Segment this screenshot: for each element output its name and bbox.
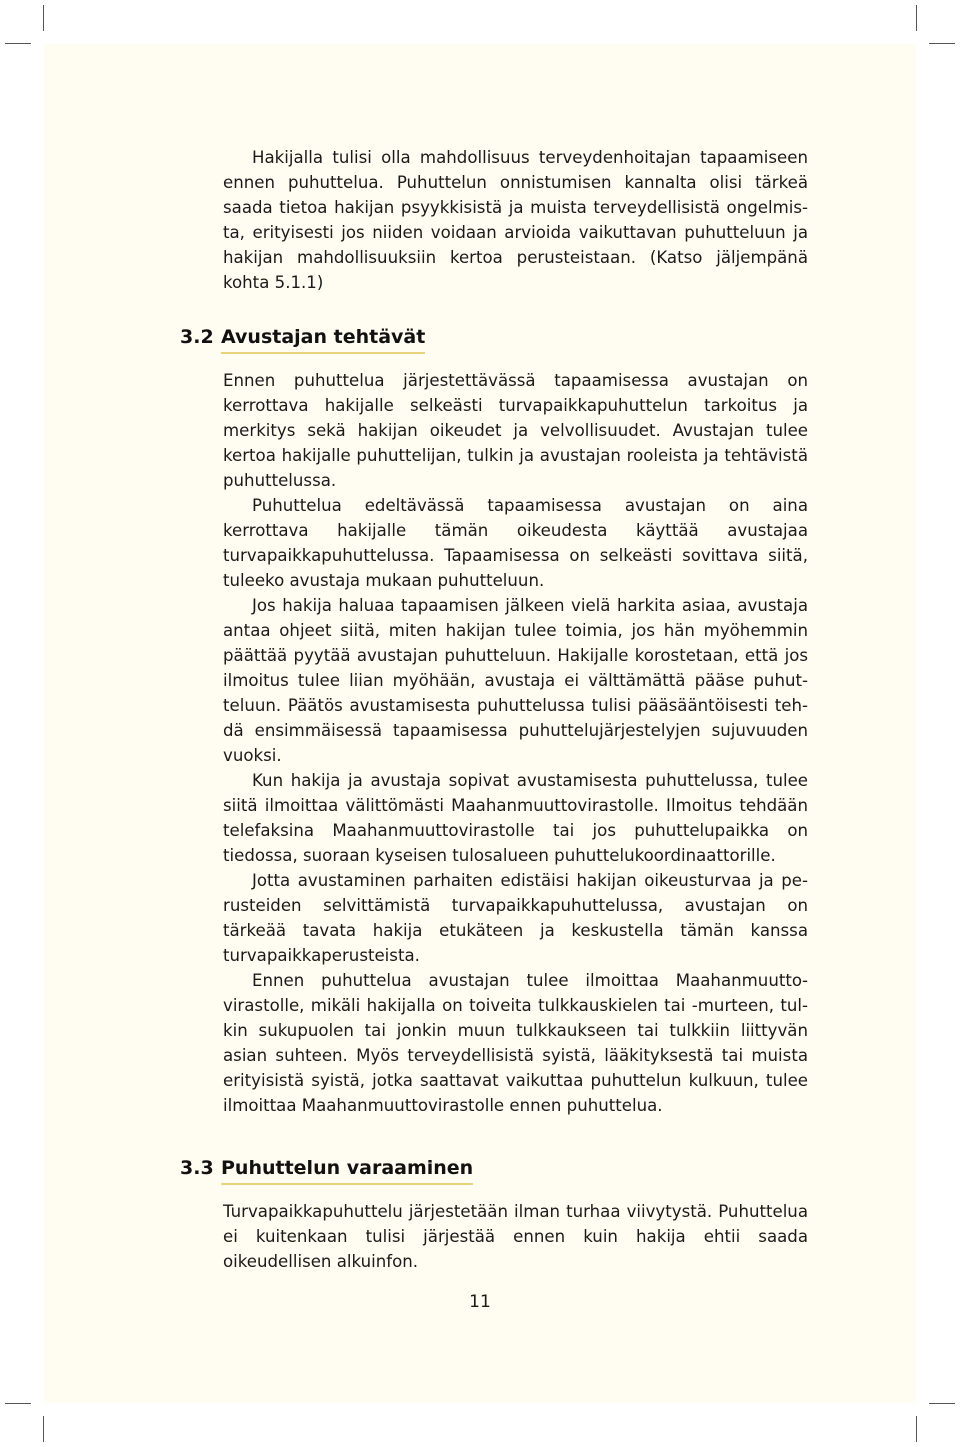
body-paragraph: Turvapaikkapuhuttelu järjestetään ilman turhaa viivytystä. Puhuttelua ei kuitenkaan tulisi järjestää ennen kuin hakija ehtii saada oikeudellisen alkuinfon. [223,1202,808,1271]
crop-mark-top-left-vertical [43,5,44,31]
section-title: Avustajan tehtävät [221,324,425,354]
section-number: 3.2 [180,326,214,348]
section-heading-3-2 [180,324,808,354]
body-paragraph: Kun hakija ja avustaja sopivat avustamisesta puhuttelussa, tulee siitä ilmoittaa välittömästi Maahanmuuttovirastolle. Ilmoitus tehdään telefaksina Maahanmuuttovirastolle tai jos puhuttelupaikka on tiedossa, suoraan kyseisen tulosalueen puhuttelukoordinaattorille. [223,771,808,865]
section-number: 3.3 [180,1157,214,1179]
crop-mark-bottom-right-horizontal [929,1403,955,1404]
crop-mark-top-right-horizontal [929,43,955,44]
section-title: Puhuttelun varaaminen [221,1155,473,1185]
intro-paragraph: Hakijalla tulisi olla mahdollisuus terveydenhoitajan tapaamiseen ennen puhuttelua. Puhuttelun onnistumisen kannalta olisi tärkeä saada tietoa hakijan psyykkisistä ja muista terveydellisistä ongelmista, erityisesti jos niiden voidaan arvioida vaikuttavan puhutteluun ja hakijan mahdollisuuksiin kertoa perusteistaan. (Katso jäljempänä kohta 5.1.1) [223,148,808,292]
page-number: 11 [469,1292,491,1312]
crop-mark-bottom-left-vertical [43,1416,44,1442]
section-heading-3-3 [180,1155,808,1185]
document-body [180,145,808,1274]
body-paragraph: Ennen puhuttelua avustajan tulee ilmoittaa Maahanmuuttovirastolle, mikäli hakijalla on toiveita tulkkauskielen tai -murteen, tulkin sukupuolen tai jonkin muun tulkkaukseen tai tulkkiin liittyvän asian suhteen. Myös terveydellisistä syistä, lääkityksestä tai muista erityisistä syistä, jotka saattavat vaikuttaa puhuttelun kulkuun, tulee ilmoittaa Maahanmuuttovirastolle ennen puhuttelua. [223,971,808,1115]
crop-mark-top-left-horizontal [5,43,31,44]
crop-mark-top-right-vertical [916,5,917,31]
body-paragraph: Puhuttelua edeltävässä tapaamisessa avustajan on aina kerrottava hakijalle tämän oikeudesta käyttää avustajaa turvapaikkapuhuttelussa. Tapaamisessa on selkeästi sovittava siitä, tuleeko avustaja mukaan puhutteluun. [223,496,808,590]
body-paragraph: Jotta avustaminen parhaiten edistäisi hakijan oikeusturvaa ja perusteiden selvittämistä turvapaikkapuhuttelussa, avustajan on tärkeää tavata hakija etukäteen ja keskustella tämän kanssa turvapaikkaperusteista. [223,871,808,965]
body-paragraph: Jos hakija haluaa tapaamisen jälkeen vielä harkita asiaa, avustaja antaa ohjeet siitä, miten hakijan tulee toimia, jos hän myöhemmin päättää pyytää avustajan puhutteluun. Hakijalle korostetaan, että jos ilmoitus tulee liian myöhään, avustaja ei välttämättä pääse puhutteluun. Päätös avustamisesta puhuttelussa tulisi pääsääntöisesti tehdä ensimmäisessä tapaamisessa puhuttelujärjestelyjen sujuvuuden vuoksi. [223,596,808,765]
crop-mark-bottom-left-horizontal [5,1403,31,1404]
crop-mark-bottom-right-vertical [916,1416,917,1442]
body-paragraph: Ennen puhuttelua järjestettävässä tapaamisessa avustajan on kerrottava hakijalle selkeästi turvapaikkapuhuttelun tarkoitus ja merkitys sekä hakijan oikeudet ja velvollisuudet. Avustajan tulee kertoa hakijalle puhuttelijan, tulkin ja avustajan rooleista ja tehtävistä puhuttelussa. [223,371,808,490]
